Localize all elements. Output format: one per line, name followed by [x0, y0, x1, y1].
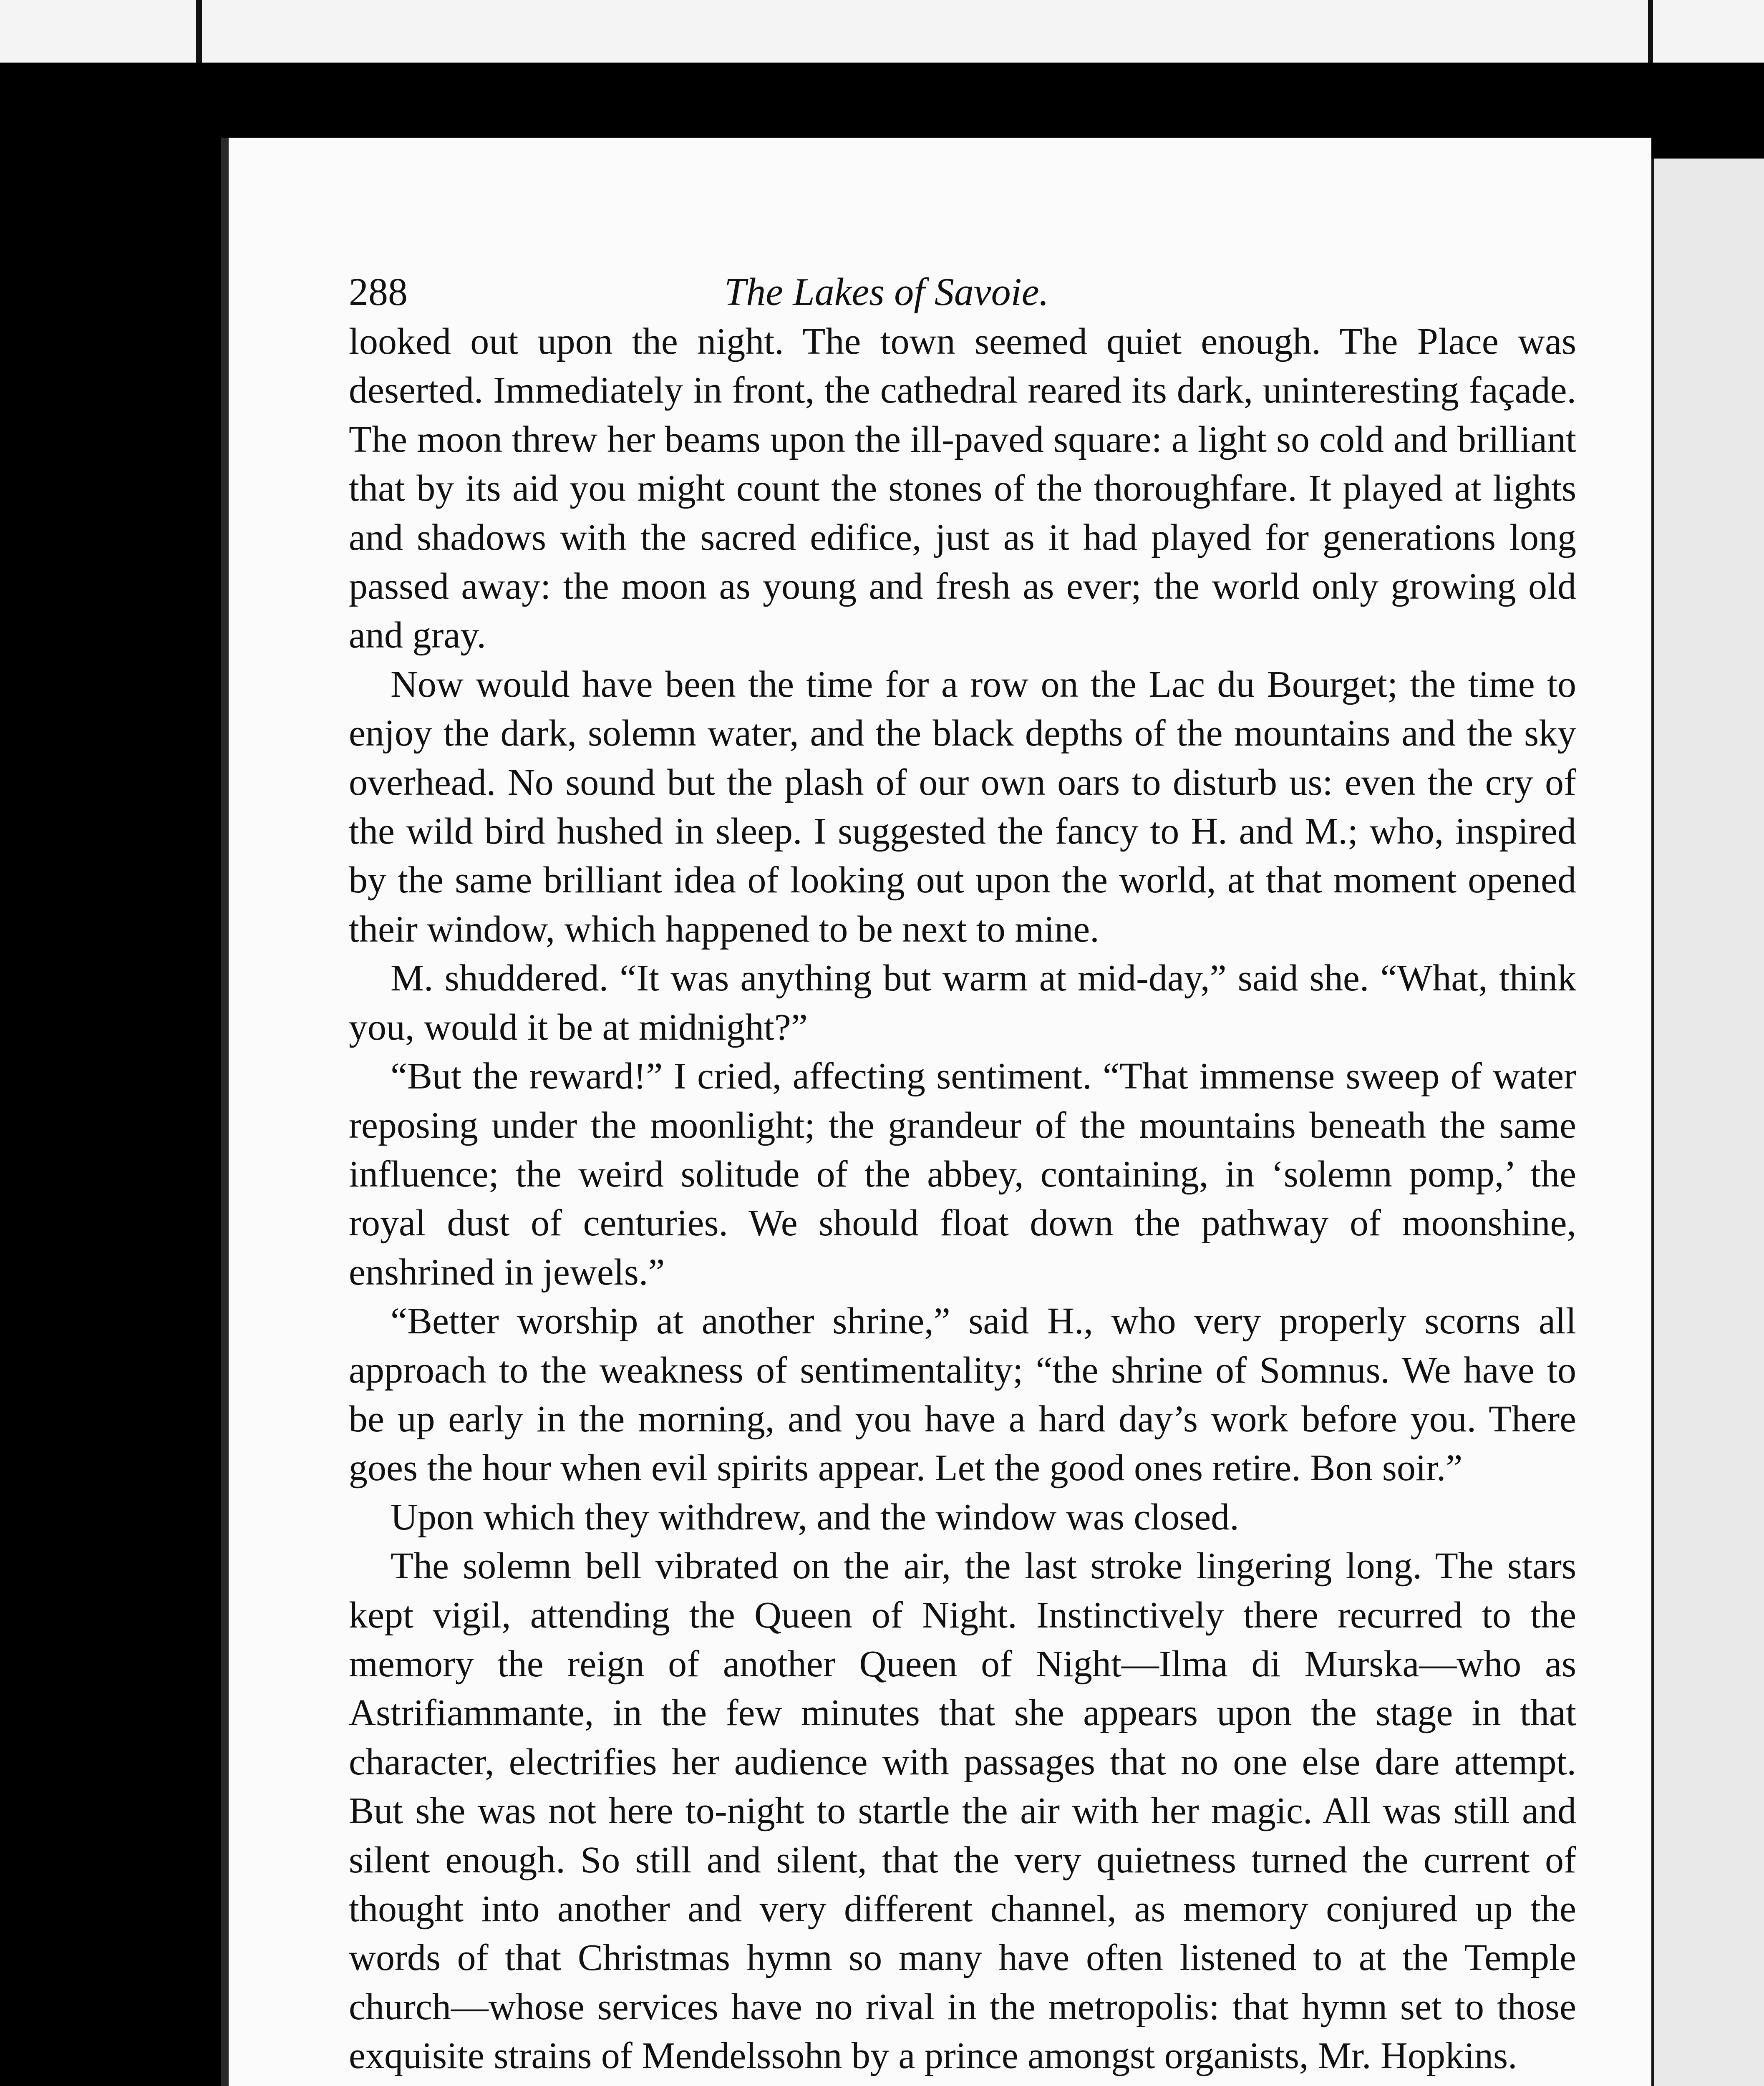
paragraph: “Better worship at another shrine,” said H., who very properly scorns all approach to the weakness of sentimentality; “the shrine of Somnus. We have to be up early in the morning, and you have a hard day’s work before you. There goes the hour when evil spirits appear. Let the good ones retire. Bon soir.” — [349, 1300, 1576, 1489]
paragraph: The solemn bell vibrated on the air, the last stroke lingering long. The stars kept vigil, attending the Queen of Night. Instinctively there recurred to the memory the reign of another Queen of Night—Ilma di Murska—who as Astrifiammante, in the few minutes that she appears upon the stage in that character, electrifies her audience with passages that no one else dare attempt. But she was not here to-night to startle the air with her magic. All was still and silent enough. So still and silent, that the very quietness turned the current of thought into another and very different channel, as memory conjured up the words of that Christmas hymn so many have often listened to at the Temple church—whose services have no rival in the metropolis: that hymn set to those exquisite strains of Mendelssohn by a prince amongst organists, Mr. Hopkins. — [349, 1545, 1576, 2077]
paragraph: looked out upon the night. The town seemed quiet enough. The Place was deserted. Immediately in front, the cathedral reared its dark, uninteresting façade. The moon threw her beams upon the ill-paved square: a light so cold and brilliant that by its aid you might count the stones of the thoroughfare. It played at lights and shadows with the sacred edifice, just as it had played for generations long passed away: the moon as young and fresh as ever; the world only growing old and gray. — [349, 321, 1576, 656]
book-page — [221, 138, 1651, 2086]
running-head — [349, 267, 1576, 317]
paragraph: Upon which they withdrew, and the window was closed. — [391, 1496, 1239, 1538]
paragraph: “But the reward!” I cried, affecting sentiment. “That immense sweep of water reposing under the moonlight; the grandeur of the mountains beneath the same influence; the weird solitude of the abbey, containing, in ‘solemn pomp,’ the royal dust of centuries. We should float down the pathway of moonshine, enshrined in jewels.” — [349, 1056, 1576, 1293]
page-content — [349, 267, 1576, 2086]
page-number: 288 — [349, 270, 408, 314]
scan-border-right — [1648, 0, 1653, 63]
paragraph: Now would have been the time for a row on the Lac du Bourget; the time to enjoy the dark, solemn water, and the black depths of the mountains and the sky overhead. No sound but the plash of our own oars to disturb us: even the cry of the wild bird hushed in sleep. I suggested the fancy to H. and M.; who, inspired by the same brilliant idea of looking out upon the world, at that moment opened their window, which happened to be next to mine. — [349, 663, 1576, 950]
paragraph: M. shuddered. “It was anything but warm at mid-day,” said she. “What, think you, would it be at midnight?” — [349, 957, 1576, 1048]
previous-page-edge — [0, 0, 1764, 63]
scan-border-left — [196, 0, 202, 63]
running-title: The Lakes of Savoie. — [724, 270, 1049, 314]
body-text — [349, 317, 1576, 2081]
facing-page-edge — [1648, 159, 1764, 2086]
